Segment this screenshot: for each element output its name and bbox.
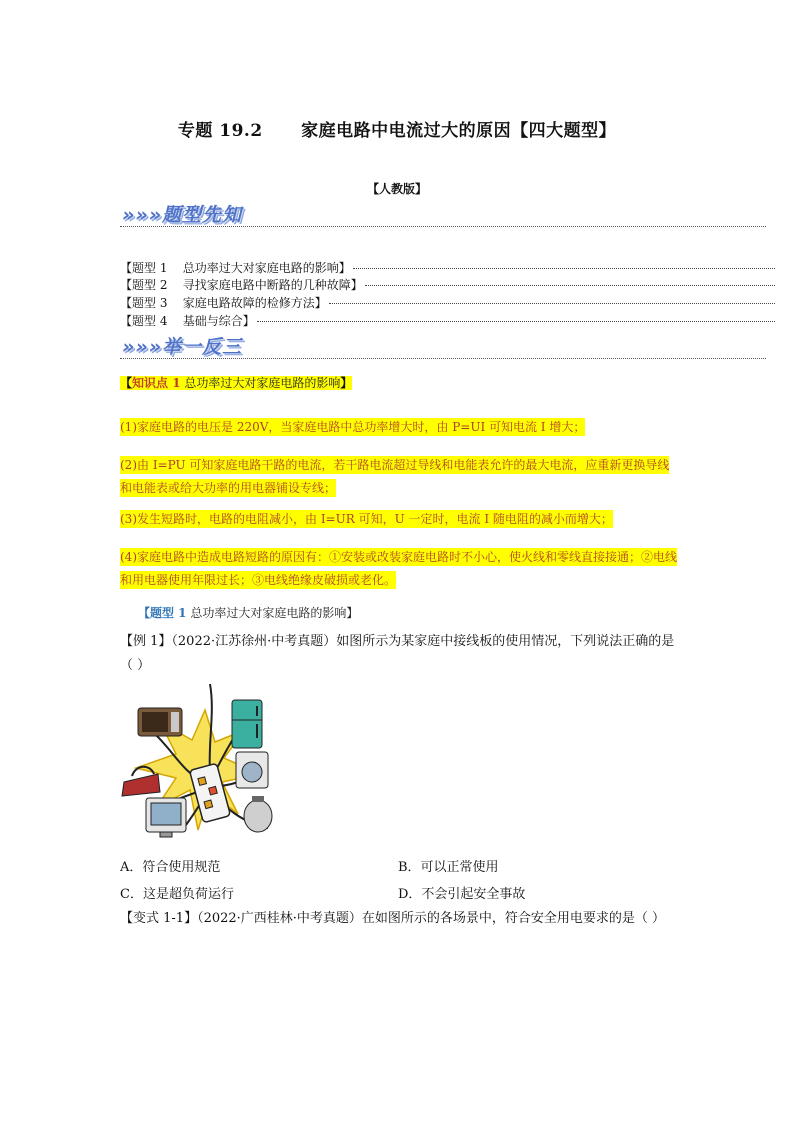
type-1-title	[138, 604, 358, 621]
knowledge-point-3: (3)发生短路时，电路的电阻减小，由 I=UR 可知，U 一定时，电流 I 随电阻的减小而增大；	[120, 512, 613, 526]
tv-icon	[146, 798, 186, 837]
option-d[interactable]: D．不会引起安全事故	[398, 887, 526, 902]
toc-item-label: 【题型 2 寻找家庭电路中断路的几种故障】	[120, 278, 363, 292]
washing-machine-icon	[236, 752, 268, 788]
toc-leader	[329, 303, 775, 304]
toc-item-label: 【题型 4 基础与综合】	[120, 314, 255, 328]
toc-item-3[interactable]	[120, 294, 775, 311]
toc-item-label: 【题型 3 家庭电路故障的检修方法】	[120, 296, 327, 310]
divider	[120, 358, 766, 359]
power-strip-illustration	[120, 682, 290, 850]
toc-item-2[interactable]	[120, 276, 775, 293]
toc-item-label: 【题型 1 总功率过大对家庭电路的影响】	[120, 261, 351, 275]
toc-item-1[interactable]	[120, 259, 775, 276]
edition-label: 【人教版】	[366, 182, 427, 196]
bracket: 【	[120, 376, 133, 390]
toc-item-4[interactable]	[120, 312, 775, 329]
knowledge-point-text: 总功率过大对家庭电路的影响	[180, 376, 341, 390]
kettle-icon	[244, 796, 272, 832]
toc-leader	[353, 268, 775, 269]
knowledge-point-4: (4)家庭电路中造成电路短路的原因有：①安装或改装家庭电路时不小心，使火线和零线直接接通；②电线和用电器使用年限过长；③电线绝缘皮破损或老化。	[120, 550, 678, 587]
microwave-icon	[138, 708, 182, 736]
type-text: 总功率过大对家庭电路的影响】	[186, 606, 359, 620]
toc-leader	[257, 321, 775, 322]
knowledge-point-2: (2)由 I=PU 可知家庭电路干路的电流，若干路电流超过导线和电能表允许的最大电流，应重新更换导线和电能表或给大功率的用电器铺设专线；	[120, 458, 670, 495]
knowledge-point-1: (1)家庭电路的电压是 220V，当家庭电路中总功率增大时，由 P=UI 可知电流 I 增大；	[120, 420, 586, 434]
knowledge-point-title	[120, 374, 352, 391]
divider	[120, 226, 766, 227]
overload-scene	[120, 682, 290, 850]
option-c[interactable]: C．这是超负荷运行	[120, 887, 234, 902]
refrigerator-icon	[232, 700, 262, 748]
page-title: 专题 19.2 家庭电路中电流过大的原因【四大题型】	[177, 121, 617, 141]
knowledge-point-label: 知识点 1	[132, 376, 181, 390]
option-a[interactable]: A．符合使用规范	[120, 860, 221, 875]
variant-1-1-question: 【变式 1-1】（2022·广西桂林·中考真题）在如图所示的各场景中，符合安全用电要求的是（ ）	[120, 911, 666, 926]
example-1-question: 【例 1】（2022·江苏徐州·中考真题）如图所示为某家庭中接线板的使用情况，下列说法正确的是（ ）	[120, 634, 675, 673]
banner-practice: »»»举一反三	[122, 336, 243, 358]
option-b[interactable]: B．可以正常使用	[398, 860, 499, 875]
toc-leader	[365, 285, 775, 286]
type-label: 【题型 1	[138, 606, 187, 620]
banner-question-types: »»»题型先知	[122, 204, 243, 226]
bracket: 】	[340, 376, 353, 390]
